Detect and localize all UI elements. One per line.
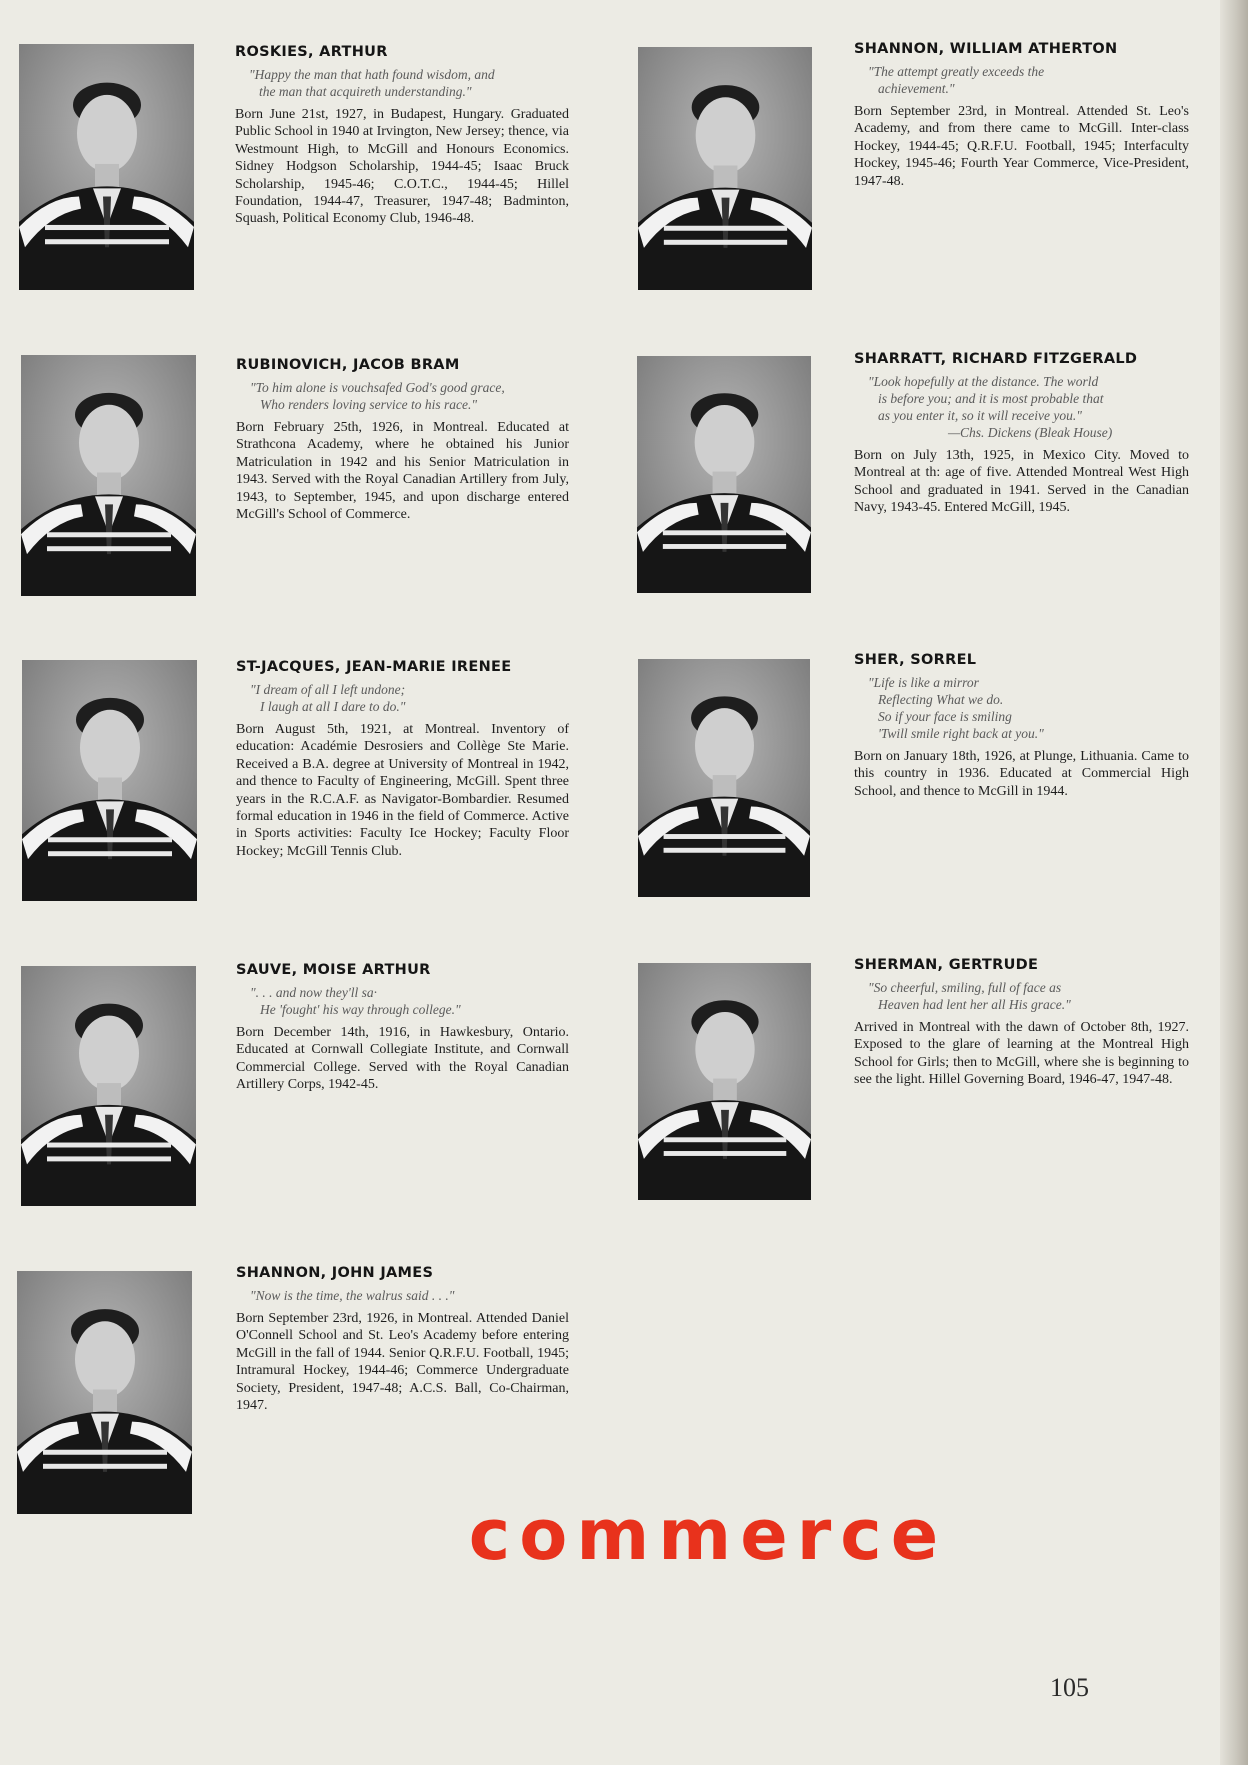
student-bio: Born August 5th, 1921, at Montreal. Inventory of education: Académie Desrosiers and Collège Ste Marie. Received a B.A. degree at University of Montreal in 1942, and thence to Faculty of Engineering, McGill. Spent three years in the R.C.A.F. as Navigator-Bombardier. Resumed formal education in 1946 in the field of Commerce. Active in Sports activities: Faculty Ice Hockey; Faculty Floor Hockey; McGill Tennis Club. [236, 722, 569, 859]
portrait-photo [22, 660, 197, 901]
student-bio: Arrived in Montreal with the dawn of October 8th, 1927. Exposed to the glare of learning at the Montreal High School for Girls; then to McGill, where she is beginning to see the light. Hillel Governing Board, 1946-47, 1947-48. [854, 1020, 1189, 1088]
portrait-photo [17, 1271, 192, 1514]
student-bio: Born September 23rd, 1926, in Montreal. Attended Daniel O'Connell School and St. Leo's Academy before entering McGill in the fall of 1944. Senior Q.R.F.U. Football, 1945; Intramural Hockey, 1944-46; Commerce Undergraduate Society, President, 1947-48; A.C.S. Ball, Co-Chairman, 1947. [236, 1311, 569, 1414]
student-quote: "Happy the man that hath found wisdom, and the man that acquireth understanding." [249, 67, 495, 99]
section-title: commerce [468, 1494, 948, 1576]
student-name: ROSKIES, ARTHUR [235, 44, 388, 60]
portrait-photo [21, 355, 196, 596]
portrait-photo [638, 963, 811, 1200]
portrait-photo [21, 966, 196, 1206]
student-name: SHARRATT, RICHARD FITZGERALD [854, 351, 1138, 367]
student-bio: Born September 23rd, in Montreal. Attended St. Leo's Academy, and from there came to McGill. Inter-class Hockey, 1944-45; Q.R.F.U. Football, 1945; Interfaculty Hockey, 1945-46; Fourth Year Commerce, Vice-President, 1947-48. [854, 104, 1189, 189]
student-name: SHANNON, WILLIAM ATHERTON [854, 41, 1118, 57]
student-name: SHERMAN, GERTRUDE [854, 957, 1039, 973]
student-quote: ". . . and now they'll sa· He 'fought' his way through college." [250, 985, 461, 1017]
student-quote: "The attempt greatly exceeds the achievement." [868, 64, 1045, 96]
portrait-photo [19, 44, 194, 290]
portrait-photo [638, 47, 812, 290]
student-bio: Born June 21st, 1927, in Budapest, Hungary. Graduated Public School in 1940 at Irvington, New Jersey; thence, via Westmount High, to McGill and Honours Economics. Sidney Hodgson Scholarship, 1944-45; Isaac Bruck Scholarship, 1945-46; C.O.T.C., 1944-45; Hillel Foundation, 1944-47, Treasurer, 1947-48; Badminton, Squash, Political Economy Club, 1946-48. [235, 107, 569, 227]
page-number: 105 [1050, 1673, 1089, 1702]
student-name: SHANNON, JOHN JAMES [236, 1265, 434, 1281]
portrait-photo [638, 659, 810, 897]
student-bio: Born on January 18th, 1926, at Plunge, Lithuania. Came to this country in 1936. Educated at Commercial High School, and thence to McGill in 1944. [854, 749, 1189, 799]
student-quote: "I dream of all I left undone; I laugh at all I dare to do." [250, 682, 406, 714]
student-bio: Born December 14th, 1916, in Hawkesbury, Ontario. Educated at Cornwall Collegiate Institute, and Cornwall Commercial College. Served with the Royal Canadian Artillery Corps, 1942-45. [236, 1025, 569, 1093]
page-edge [1220, 0, 1248, 1765]
student-bio: Born on July 13th, 1925, in Mexico City. Moved to Montreal at th: age of five. Attended Montreal West High School and graduated in 1941. Served in the Canadian Navy, 1943-45. Entered McGill, 1945. [854, 448, 1189, 516]
student-quote: "Life is like a mirror Reflecting What we do. So if your face is smiling 'Twill smile right back at you." [868, 675, 1044, 741]
student-name: RUBINOVICH, JACOB BRAM [236, 357, 460, 373]
student-name: ST-JACQUES, JEAN-MARIE IRENEE [236, 659, 512, 675]
student-quote: "Look hopefully at the distance. The world is before you; and it is most probable that as you enter it, so it will receive you." —Chs. Dickens (Bleak House) [868, 374, 1113, 440]
student-name: SHER, SORREL [854, 652, 977, 668]
student-quote: "So cheerful, smiling, full of face as Heaven had lent her all His grace." [868, 980, 1071, 1012]
student-quote: "Now is the time, the walrus said . . ." [250, 1288, 455, 1303]
student-quote: "To him alone is vouchsafed God's good grace, Who renders loving service to his race." [250, 380, 505, 412]
student-name: SAUVE, MOISE ARTHUR [236, 962, 431, 978]
portrait-photo [637, 356, 811, 593]
student-bio: Born February 25th, 1926, in Montreal. Educated at Strathcona Academy, where he obtained his Junior Matriculation in 1942 and his Senior Matriculation in 1943. Served with the Royal Canadian Artillery from July, 1943, to September, 1945, and upon discharge entered McGill's School of Commerce. [236, 420, 569, 523]
